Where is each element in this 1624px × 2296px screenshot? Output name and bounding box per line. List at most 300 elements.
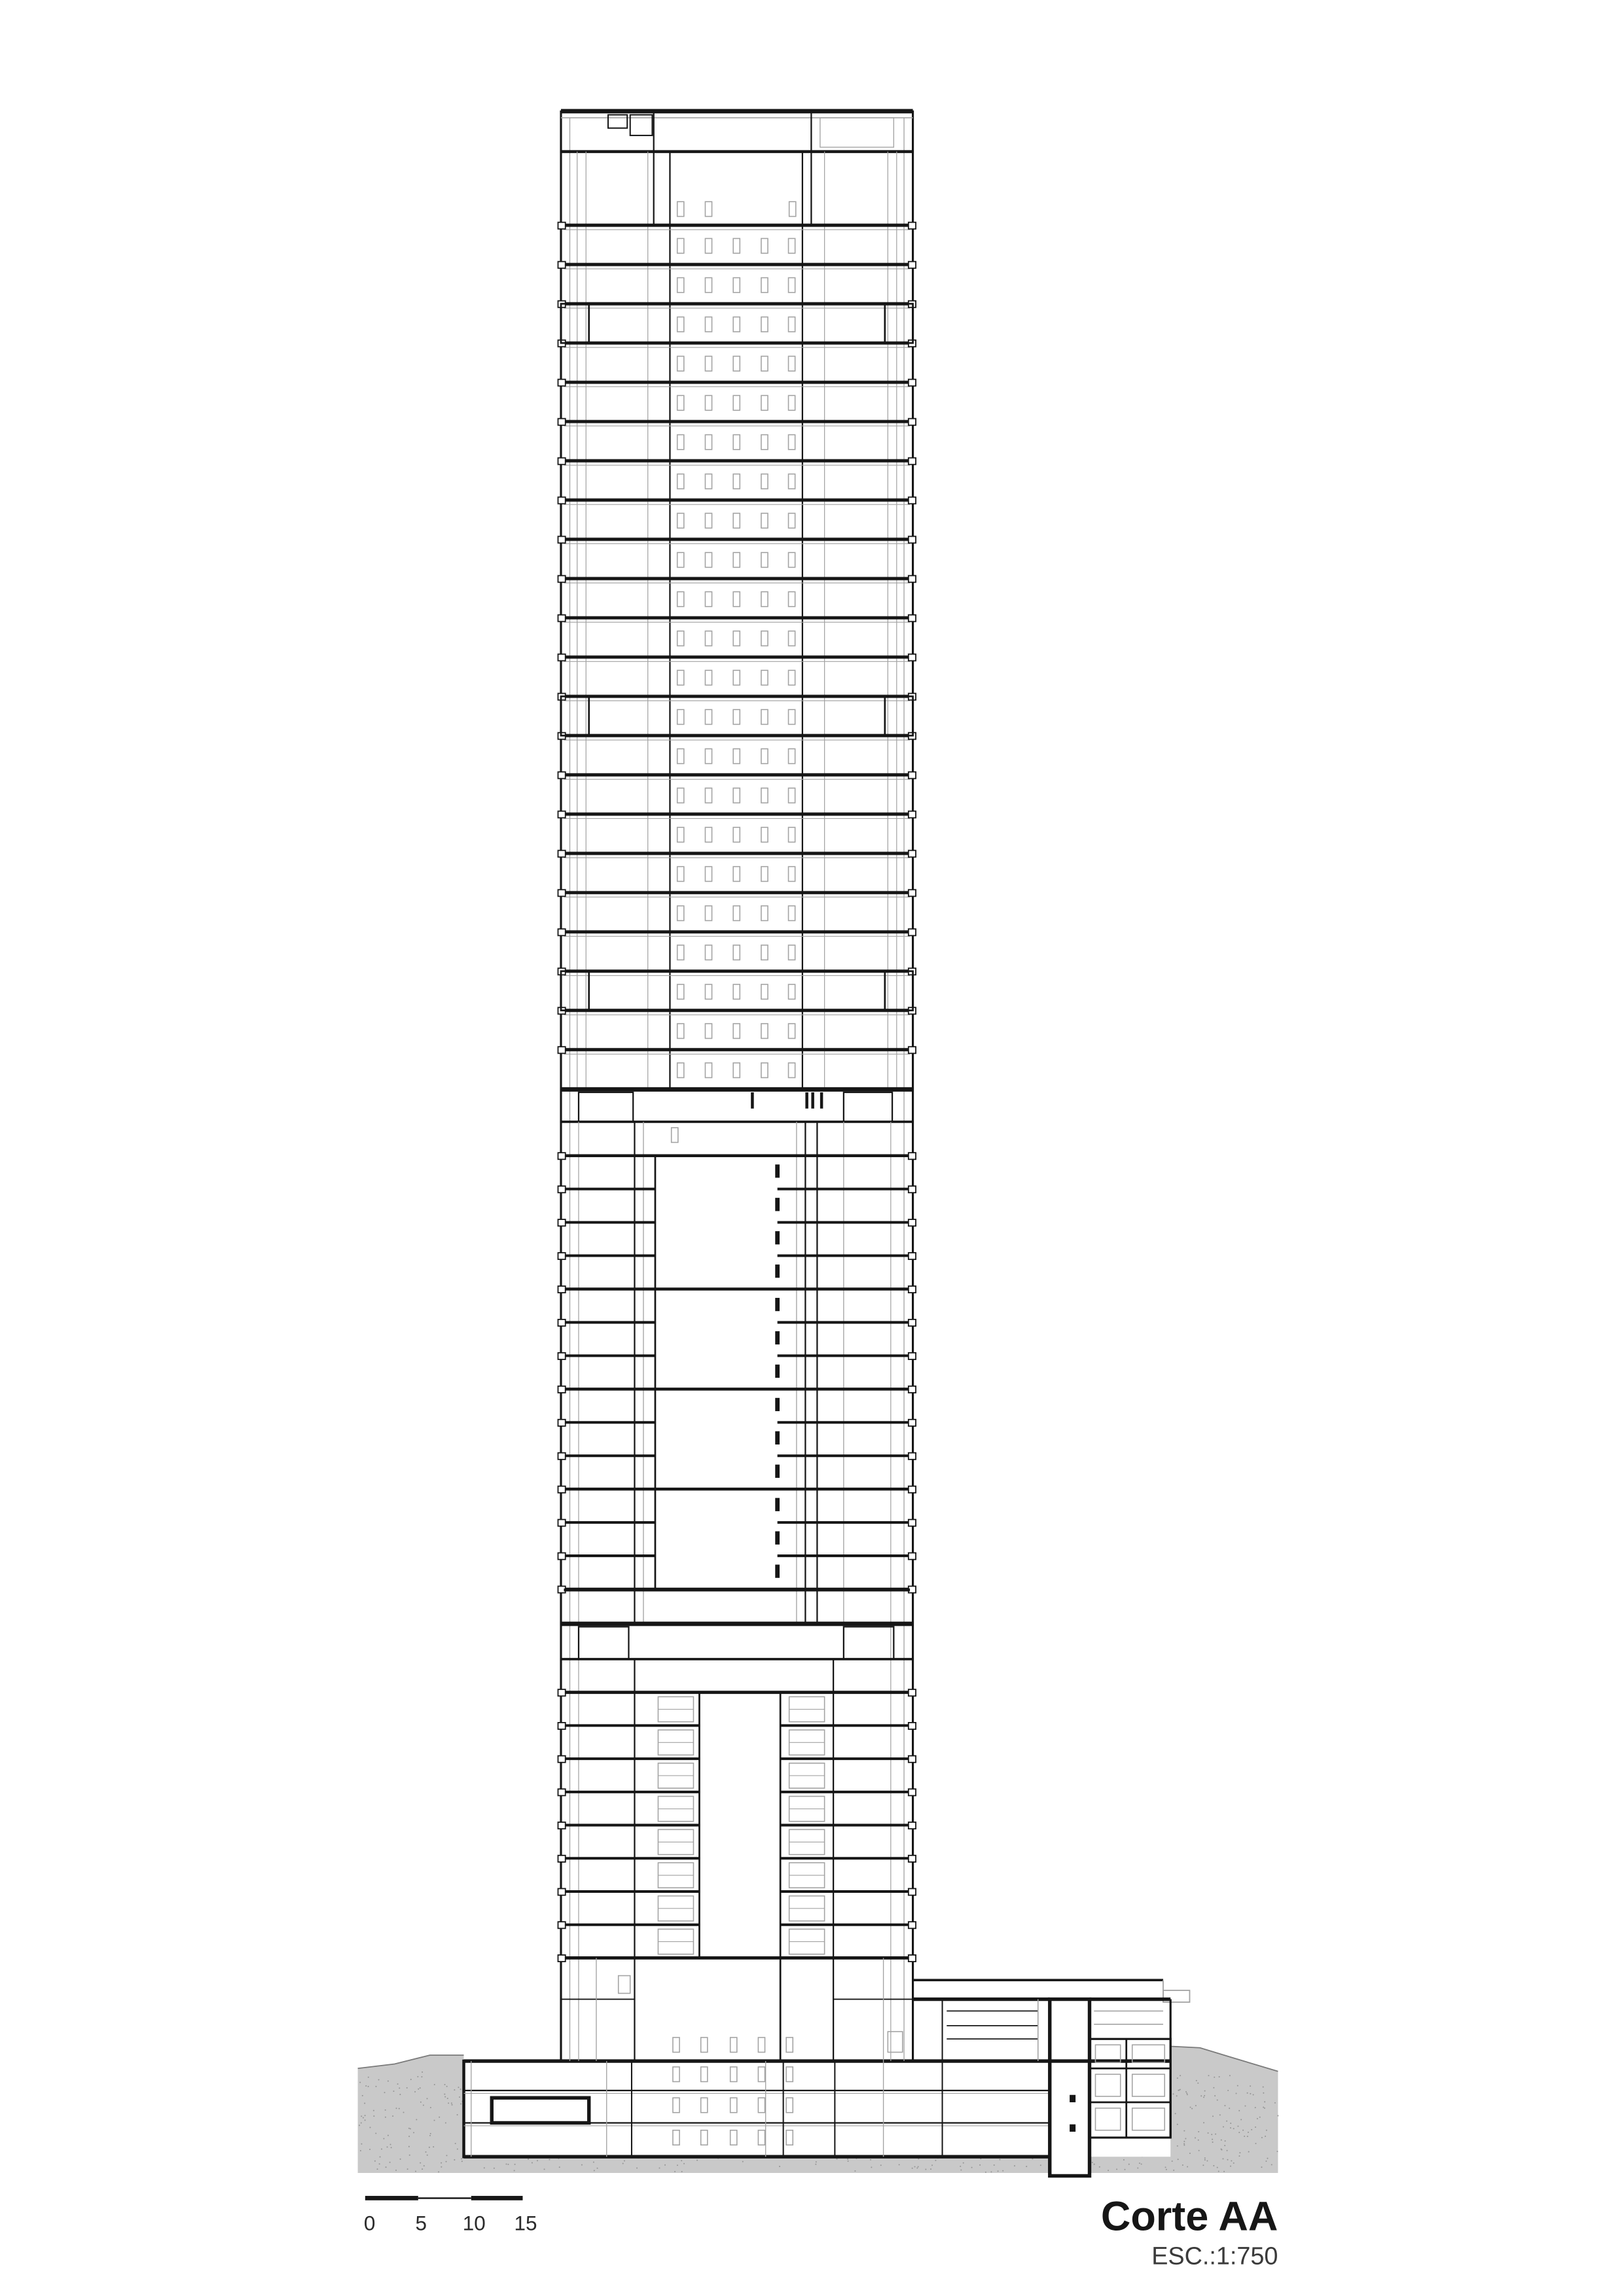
terrain-grain [361, 2144, 362, 2145]
terrain-grain [365, 2119, 366, 2121]
elevator-door [789, 631, 795, 645]
terrain-grain [1198, 2131, 1199, 2132]
terrain-grain [385, 2109, 386, 2111]
terrain-grain [1214, 2095, 1216, 2096]
slab-edge [909, 850, 916, 857]
terrain-grain [847, 2159, 848, 2160]
terrain-grain [452, 2104, 453, 2106]
lobby-door [619, 1976, 630, 1994]
scale-bar-label: 15 [514, 2211, 537, 2235]
elevator-door [733, 1024, 740, 1038]
slab-edge [909, 1955, 916, 1962]
elevator-door [789, 1063, 795, 1077]
slab-edge [558, 1789, 565, 1795]
terrain-grain [484, 2167, 485, 2168]
elevator-door [677, 435, 684, 449]
terrain-grain [1196, 2080, 1197, 2081]
terrain-grain [423, 2104, 424, 2106]
terrain-grain [1261, 2166, 1262, 2168]
slab-edge [909, 380, 916, 386]
terrain-grain [1204, 2157, 1206, 2159]
terrain-grain [446, 2161, 447, 2162]
slab-edge [558, 1186, 565, 1193]
terrain-grain [439, 2117, 440, 2118]
terrain-grain [433, 2146, 434, 2147]
terrain-grain [390, 2144, 391, 2145]
terrain-grain [1026, 2166, 1027, 2167]
rooftop-equipment [608, 115, 627, 128]
terrain-grain [674, 2171, 676, 2172]
elevator-door [705, 552, 712, 567]
terrain-grain [384, 2092, 386, 2093]
elevator-door [705, 631, 712, 645]
terrain-grain [368, 2086, 369, 2087]
elevator-door [677, 788, 684, 802]
slab-edge [558, 615, 565, 621]
terrain-grain [458, 2087, 459, 2088]
terrain-grain [427, 2098, 428, 2099]
elevator-door [761, 631, 768, 645]
terrain-grain [1183, 2143, 1185, 2144]
elevator-door [705, 984, 712, 999]
terrain-grain [1253, 2094, 1254, 2096]
elevator-door [705, 513, 712, 528]
elevator-door [677, 238, 684, 253]
elevator-door [789, 867, 795, 881]
terrain-grain [422, 2072, 423, 2073]
terrain-grain [994, 2164, 995, 2166]
terrain-grain [365, 2115, 366, 2116]
terrain-grain [979, 2164, 981, 2166]
slab-edge [558, 1553, 565, 1560]
terrain-grain [1263, 2087, 1264, 2088]
slab-edge [909, 1453, 916, 1460]
elevator-door [789, 552, 795, 567]
elevator-door [761, 1063, 768, 1077]
terrain-grain [408, 2128, 410, 2129]
terrain-grain [1265, 2161, 1267, 2162]
elevator-door [677, 317, 684, 331]
terrain-grain [1165, 2166, 1166, 2168]
terrain-grain [914, 2166, 915, 2168]
terrain-grain [1202, 2164, 1204, 2166]
terrain-grain [460, 2089, 461, 2090]
slab-edge [558, 1386, 565, 1393]
terrain-grain [413, 2132, 414, 2133]
balcony-frame [885, 696, 913, 736]
terrain-grain [1212, 2115, 1214, 2117]
terrain-grain [916, 2168, 918, 2169]
elevator-door [733, 867, 740, 881]
terrain-grain [636, 2168, 638, 2169]
terrain-grain [1267, 2158, 1268, 2159]
terrain-grain [930, 2168, 931, 2170]
terrain-grain [387, 2146, 388, 2147]
terrain-grain [1172, 2161, 1173, 2162]
slab-edge [909, 1047, 916, 1053]
elevator-door [789, 1024, 795, 1038]
slab-edge [909, 1756, 916, 1763]
terrain-grain [362, 2095, 363, 2096]
terrain-grain [1250, 2093, 1251, 2094]
elevator-door [705, 867, 712, 881]
slab-edge [558, 772, 565, 778]
terrain-grain [1187, 2094, 1188, 2095]
terrain-grain [1208, 2132, 1209, 2134]
terrain-grain [1223, 2126, 1224, 2128]
terrain-grain [960, 2169, 962, 2170]
terrain-grain [1189, 2153, 1191, 2154]
terrain-grain [581, 2164, 583, 2166]
terrain-grain [1124, 2169, 1125, 2170]
elevator-door [733, 474, 740, 488]
scale-bar-segment [418, 2197, 471, 2198]
elevator-door [761, 592, 768, 606]
terrain-grain [1257, 2118, 1258, 2119]
terrain-grain [683, 2163, 685, 2164]
terrain-grain [1204, 2095, 1205, 2096]
terrain-grain [360, 2150, 361, 2151]
terrain-grain [1137, 2168, 1138, 2169]
terrain-grain [444, 2094, 445, 2095]
terrain-grain [1213, 2087, 1214, 2089]
slab-edge [909, 811, 916, 817]
elevator-door [761, 788, 768, 802]
terrain-grain [544, 2168, 545, 2170]
terrain-grain [381, 2149, 382, 2150]
elevator-door [705, 356, 712, 370]
elevator-door [677, 474, 684, 488]
slab-edge [558, 1353, 565, 1359]
elevator-door [789, 749, 795, 763]
slab-edge [558, 1047, 565, 1053]
terrain-grain [918, 2166, 919, 2168]
terrain-grain [1230, 2123, 1231, 2124]
terrain-grain [392, 2115, 393, 2117]
terrain-grain [1204, 2090, 1206, 2092]
terrain-grain [461, 2161, 463, 2162]
terrain-grain [425, 2151, 426, 2153]
terrain-grain [1014, 2165, 1015, 2166]
drawing-scale: ESC.:1:750 [1151, 2242, 1278, 2270]
terrain-grain [1230, 2127, 1231, 2128]
elevator-door [705, 788, 712, 802]
terrain-grain [1248, 2132, 1249, 2133]
terrain-grain [1255, 2107, 1256, 2108]
terrain-grain [430, 2107, 431, 2108]
transfer-room [579, 1092, 633, 1122]
elevator-door [705, 435, 712, 449]
terrain-grain [507, 2164, 509, 2165]
drawing-title: Corte AA [1100, 2193, 1278, 2240]
terrain-grain [397, 2083, 399, 2085]
slab-edge [909, 1789, 916, 1795]
elevator-door [733, 709, 740, 724]
terrain-grain [457, 2114, 458, 2115]
elevator-door [789, 278, 795, 292]
terrain-grain [410, 2079, 412, 2080]
balcony-frame [561, 696, 589, 736]
slab-edge [909, 1386, 916, 1393]
elevator-door [789, 238, 795, 253]
elevator-door [733, 1063, 740, 1077]
slab-edge [909, 1219, 916, 1226]
elevator-door [733, 749, 740, 763]
elevator-door [761, 395, 768, 410]
terrain-grain [1214, 2077, 1215, 2078]
elevator-door [761, 984, 768, 999]
terrain-grain [1190, 2107, 1191, 2108]
terrain-grain [1244, 2106, 1246, 2107]
terrain-grain [391, 2147, 392, 2148]
terrain-grain [441, 2166, 442, 2168]
terrain-grain [1200, 2095, 1202, 2096]
terrain-grain [1195, 2105, 1197, 2106]
slab-edge [909, 575, 916, 582]
terrain-grain [871, 2166, 872, 2168]
terrain-grain [1212, 2139, 1213, 2140]
terrain-grain [1264, 2101, 1265, 2102]
transfer-room [844, 1626, 893, 1659]
terrain-grain [1195, 2137, 1196, 2138]
terrain-grain [1099, 2166, 1100, 2168]
terrain-grain [368, 2077, 369, 2078]
terrain-grain [1197, 2083, 1199, 2084]
slab-edge [558, 419, 565, 425]
terrain-grain [1237, 2126, 1238, 2127]
slab-edge [558, 1486, 565, 1493]
terrain-grain [399, 2108, 400, 2109]
terrain-grain [1238, 2132, 1240, 2133]
terrain-grain [1226, 2121, 1227, 2122]
terrain-grain [416, 2119, 417, 2121]
terrain-grain [369, 2149, 370, 2150]
elevator-door [677, 513, 684, 528]
slab-edge [909, 1353, 916, 1359]
terrain-grain [361, 2115, 362, 2117]
elevator-door [677, 631, 684, 645]
terrain-grain [1219, 2114, 1221, 2115]
elevator-door [705, 474, 712, 488]
terrain-grain [1266, 2130, 1267, 2131]
terrain-grain [1212, 2142, 1214, 2143]
elevator-door [761, 435, 768, 449]
terrain-grain [1224, 2105, 1225, 2106]
terrain-grain [960, 2166, 961, 2167]
elevator-door [761, 278, 768, 292]
terrain-grain [664, 2164, 666, 2166]
terrain-grain [1230, 2166, 1231, 2167]
terrain-grain [624, 2161, 625, 2162]
terrain-grain [514, 2170, 515, 2171]
slab-edge [558, 1889, 565, 1895]
terrain-grain [935, 2160, 936, 2161]
elevator-door [705, 945, 712, 960]
terrain-grain [389, 2162, 391, 2163]
terrain-grain [1277, 2115, 1278, 2116]
elevator-door [733, 395, 740, 410]
elevator-door [705, 317, 712, 331]
terrain-grain [1227, 2090, 1229, 2091]
terrain-grain [1248, 2151, 1250, 2153]
elevator-door [677, 670, 684, 685]
transfer-room [579, 1626, 628, 1659]
slab-edge [558, 1856, 565, 1862]
slab-edge [558, 1453, 565, 1460]
terrain-grain [1211, 2134, 1212, 2135]
terrain-grain [1123, 2159, 1125, 2161]
terrain-grain [1255, 2143, 1256, 2144]
slab-edge [909, 1420, 916, 1426]
terrain-grain [537, 2160, 538, 2161]
terrain-grain [376, 2168, 378, 2170]
slab-edge [909, 929, 916, 935]
terrain-grain [361, 2122, 362, 2123]
terrain-grain [1175, 2113, 1176, 2114]
slab-edge [909, 1856, 916, 1862]
terrain-grain [1221, 2149, 1222, 2150]
terrain-grain [1255, 2126, 1256, 2128]
terrain-grain [1183, 2130, 1185, 2132]
terrain-grain [1215, 2134, 1216, 2135]
elevator-door [677, 1063, 684, 1077]
slab-edge [909, 1520, 916, 1526]
terrain-grain [1185, 2138, 1186, 2140]
elevator-door [677, 749, 684, 763]
elevator-door [761, 317, 768, 331]
terrain-grain [1227, 2159, 1228, 2161]
terrain-grain [445, 2122, 446, 2123]
terrain-grain [399, 2087, 400, 2089]
terrain-grain [1203, 2096, 1204, 2098]
terrain-grain [597, 2168, 598, 2169]
terrain-grain [528, 2159, 529, 2160]
elevator-door [789, 356, 795, 370]
elevator-door [789, 906, 795, 920]
elevator-door [705, 709, 712, 724]
terrain-grain [1219, 2076, 1220, 2077]
terrain-grain [1166, 2169, 1167, 2170]
elevator-door [789, 788, 795, 802]
scale-bar-label: 5 [415, 2211, 427, 2235]
slab-edge [909, 654, 916, 660]
terrain-grain [409, 2155, 410, 2156]
terrain-grain [559, 2166, 560, 2168]
terrain-grain [427, 2155, 428, 2156]
balcony-frame [561, 971, 589, 1011]
terrain-grain [681, 2171, 683, 2172]
terrain-grain [434, 2084, 435, 2085]
slab-edge [558, 1153, 565, 1159]
slab-edge [909, 615, 916, 621]
elevator-door [789, 709, 795, 724]
slab-edge [909, 262, 916, 268]
terrain-grain [1180, 2075, 1181, 2076]
elevator-door [733, 552, 740, 567]
slab-edge [909, 1186, 916, 1193]
terrain-grain [421, 2076, 422, 2077]
slab-edge [558, 1689, 565, 1696]
elevator-door [789, 827, 795, 842]
terrain-grain [454, 2159, 455, 2161]
elevator-door [761, 827, 768, 842]
slab-edge [558, 1955, 565, 1962]
elevator-door [677, 945, 684, 960]
terrain-grain [444, 2096, 446, 2098]
slab-edge [558, 1822, 565, 1829]
terrain-grain [388, 2135, 389, 2136]
elevator-door [677, 1024, 684, 1038]
terrain-grain [696, 2160, 698, 2161]
terrain-grain [998, 2170, 999, 2172]
slab-edge [909, 497, 916, 504]
balcony-frame [885, 304, 913, 343]
terrain-grain [460, 2103, 461, 2104]
terrain-grain [1240, 2119, 1242, 2121]
slab-edge [558, 497, 565, 504]
slab-edge [558, 1219, 565, 1226]
scale-bar [364, 2196, 537, 2235]
terrain-grain [1191, 2108, 1193, 2109]
terrain-grain [454, 2089, 455, 2090]
terrain-grain [379, 2163, 380, 2164]
terrain-grain [1187, 2166, 1188, 2168]
slab-edge [909, 1889, 916, 1895]
slab-edge [909, 1822, 916, 1829]
shaft-marker [1070, 2125, 1075, 2132]
elevator-door [733, 670, 740, 685]
terrain-grain [1040, 2164, 1041, 2166]
terrain-grain [1225, 2140, 1226, 2142]
terrain-grain [373, 2110, 374, 2111]
terrain-grain [438, 2171, 439, 2172]
terrain-grain [912, 2168, 913, 2169]
terrain-grain [444, 2084, 446, 2085]
terrain-grain [1244, 2136, 1245, 2137]
terrain-grain [532, 2162, 533, 2163]
elevator-door [761, 356, 768, 370]
terrain-grain [1233, 2162, 1235, 2164]
terrain-grain [451, 2102, 452, 2104]
elevator-door [677, 356, 684, 370]
terrain-grain [448, 2102, 449, 2104]
terrain-grain [779, 2166, 780, 2167]
slab-edge [909, 1153, 916, 1159]
slab-edge [909, 1553, 916, 1560]
slab-edge [558, 458, 565, 465]
slab-edge [558, 1420, 565, 1426]
terrain-grain [1141, 2163, 1142, 2164]
elevator-door [761, 749, 768, 763]
elevator-door [705, 395, 712, 410]
slab-edge [558, 1520, 565, 1526]
scale-bar-segment [471, 2196, 523, 2200]
terrain-grain [963, 2162, 964, 2164]
terrain-grain [420, 2162, 421, 2164]
terrain-grain [742, 2161, 744, 2162]
terrain-grain [1172, 2093, 1174, 2094]
elevator-door [761, 474, 768, 488]
terrain-grain [1236, 2092, 1237, 2094]
terrain-grain [385, 2117, 386, 2118]
terrain-grain [1242, 2130, 1244, 2131]
elevator-door [733, 631, 740, 645]
terrain-grain [400, 2159, 401, 2160]
terrain-grain [414, 2091, 416, 2092]
terrain-grain [1223, 2171, 1225, 2172]
elevator-door [761, 906, 768, 920]
elevator-door [789, 592, 795, 606]
